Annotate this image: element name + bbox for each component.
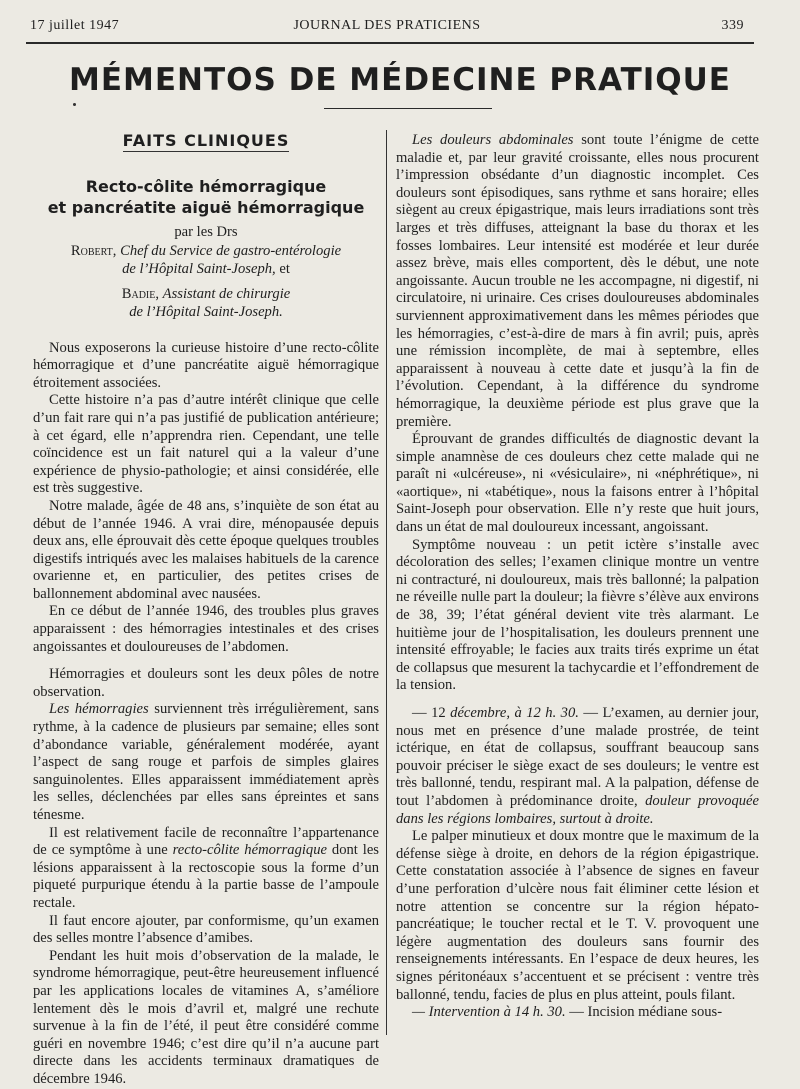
paragraph: En ce début de l’année 1946, des troubles plus graves apparaissent : des hémorragies intestinales et des crises angoissantes et douloureuses de l’abdomen. xyxy=(33,603,379,655)
author-role: Chef du Service de gastro-entérologie xyxy=(120,243,342,260)
author-name: Badie, xyxy=(121,286,160,303)
paragraph: Les douleurs abdominales sont toute l’énigme de cette maladie et, par leur gravité croissante, elles nous procurent l’impression obsédante d’un diagnostic incomplet. Ces douleurs sont épisodiques, sans rythme et sans horaire; elles siègent au creux épigastrique, mais leurs irradiations sont très larges et très diffuses, atteignant la base du thorax et les fosses lombaires. Leur intensité est modérée et leur durée assez brève, mais elles comportent, dès le début, une note angoissante. Aucun trouble ne les accompagne, ni digestif, ni circulatoire, ni urinaire. Ces crises douloureuses abdominales surviennent approximativement dans les mêmes périodes que les hémorragies, c’est-à-dire de mars à fin avril; puis, après une rémission incomplète, de mai à septembre, elles apparaissent à nouveau à cette date et jusqu’à la fin de l’évolution. Cependant, à la différence du syndrome hémorragique, la deuxième période est plus grave que la première. xyxy=(396,132,760,430)
paragraph: Hémorragies et douleurs sont les deux pôles de notre observation. xyxy=(33,666,379,700)
paragraph: Il est relativement facile de reconnaître l’appartenance de ce symptôme à une recto-côlite hémorragique dont les lésions apparaissent à la rectoscopie sous la forme d’un piqueté purpurique étendu à la partie basse de l’ampoule rectale. xyxy=(33,824,379,911)
author-robert xyxy=(33,243,379,278)
author-conjunction: et xyxy=(279,260,290,277)
emphasis: Les hémorragies xyxy=(49,701,149,718)
author-role: Assistant de chirurgie xyxy=(162,286,291,303)
emphasis: recto-côlite hémorragique xyxy=(172,842,327,859)
emphasis: Les douleurs abdominales xyxy=(412,132,574,148)
paragraph: — 12 décembre, à 12 h. 30. — L’examen, au dernier jour, nous met en présence d’une malade prostrée, de teint ictérique, en état de collapsus, souffrant beaucoup sans pouvoir préciser le siège exact de ses douleurs; le ventre est très ballonné, tendu, respirant mal. A la palpation, défense de tout l’abdomen à prédominance droite, douleur provoquée dans les régions lombaires, surtout à droite. xyxy=(396,705,760,827)
paragraph: Nous exposerons la curieuse histoire d’une recto-côlite hémorragique et d’une pancréatite aiguë hémorragique étroitement associées. xyxy=(33,339,379,391)
print-speck xyxy=(73,103,76,106)
page-number: 339 xyxy=(721,18,744,33)
paragraph: Éprouvant de grandes difficultés de diagnostic devant la simple anamnèse de ces douleurs chez cette malade qui ne paraît ni «ulcéreuse», ni «vésiculaire», ni «néphrétique», ni «aortique», ni «tabétique», nous la faisons entrer à l’hôpital Saint-Joseph pour observation. Elle n’y reste que huit jours, dans un état de mal douloureux incessant, angoissant. xyxy=(396,431,759,536)
section-heading: FAITS CLINIQUES xyxy=(122,131,290,150)
emphasis: douleur provoquée dans les régions lombaires, surtout à droite. xyxy=(396,792,759,827)
paragraph: — Intervention à 14 h. 30. — Incision médiane sous- xyxy=(412,1004,723,1021)
emphasis: décembre, à 12 h. 30. xyxy=(450,705,579,721)
paragraph: Symptôme nouveau : un petit ictère s’installe avec décoloration des selles; l’examen clinique montre un ventre ni contracturé, ni douloureux, mais très ballonné; la palpation ne réveille nulle part la douleur; la fièvre s’élève aux environs de 38, 39; l’état général devient vite très alarmant. Le huitième jour de l’hospitalisation, les douleurs prennent une intensité effroyable; le facies aux traits tirés exprime un état de collapsus que mesurent la tachycardie et l’effondrement de la tension. xyxy=(396,536,759,694)
paragraph: Notre malade, âgée de 48 ans, s’inquiète de son état au début de l’année 1946. A vrai dire, ménopausée depuis deux ans, elle éprouvait dès cette époque quelques troubles digestifs intriqués avec les malaises habituels de la carence ovarienne et, en particulier, des petites crises de ballonnement abdominal avec nausées. xyxy=(33,497,379,602)
issue-date: 17 juillet 1947 xyxy=(30,18,120,33)
page-title: MÉMENTOS DE MÉDECINE PRATIQUE xyxy=(68,62,731,98)
article-title xyxy=(33,176,379,218)
author-name: Robert, xyxy=(70,243,117,260)
paragraph: Pendant les huit mois d’observation de la malade, le syndrome hémorragique, peut-être heureusement influencé par les applications locales de vitamines A, s’améliore lentement dès le mois d’avril et, malgré une rechute survenue à la fin de l’été, il peut être considéré comme guéri en novembre 1946; c’est dire qu’il n’a aucune part directe dans les accidents terminaux dramatiques de décembre 1946. xyxy=(33,947,379,1087)
right-column xyxy=(396,132,759,1022)
emphasis: — Intervention à 14 h. 30. xyxy=(412,1004,566,1021)
paragraph: Il faut encore ajouter, par conformisme, qu’un examen des selles montre l’absence d’amibes. xyxy=(33,912,379,947)
article-title-line-1: Recto-côlite hémorragique xyxy=(85,176,327,196)
author-affiliation: de l’Hôpital Saint-Joseph, xyxy=(122,260,276,277)
journal-name: JOURNAL DES PRATICIENS xyxy=(293,18,481,33)
author-badie xyxy=(33,286,379,321)
paragraph: Les hémorragies surviennent très irrégulièrement, sans rythme, à la cadence de plusieurs par semaine; elles sont d’abondance variable, généralement modérée, ayant l’aspect de sang rouge et parfois de simples glaires sanguinolentes. Elles apparaissent immédiatement après les selles, déclenchées par elles sans épreintes et sans ténesme. xyxy=(33,701,380,823)
running-head xyxy=(30,18,744,38)
byline: par les Drs xyxy=(174,223,238,240)
title-rule xyxy=(324,108,492,109)
header-rule xyxy=(26,42,754,44)
article-title-line-2: et pancréatite aiguë hémorragique xyxy=(47,197,365,217)
column-divider xyxy=(386,130,387,1035)
left-column xyxy=(33,128,379,1089)
author-affiliation: de l’Hôpital Saint-Joseph. xyxy=(129,303,283,320)
paragraph: Cette histoire n’a pas d’autre intérêt clinique que celle d’un fait rare qui n’a pas justifié de publication antérieure; à cet égard, elle n’apprendra rien. Cependant, une telle coïncidence est un fait naturel qui a la valeur d’une expérience de physio-pathologie; et ainsi considérée, elle est très suggestive. xyxy=(33,392,379,497)
paragraph: Le palper minutieux et doux montre que le maximum de la défense siège à droite, en dehors de la région épigastrique. Cette constatation associée à l’absence de signes en faveur d’une perforation d’ulcère nous fait éliminer cette lésion et notre attention se concentre sur la région hépato-pancréatique; le toucher rectal et le T. V. provoquent une légère augmentation des douleurs sans fournir des renseignements intéressants. En l’espace de deux heures, les signes péritonéaux s’accentuent et se précisent : ventre très ballonné, tendu, facies de plus en plus atteint, pouls filant. xyxy=(396,828,759,1003)
